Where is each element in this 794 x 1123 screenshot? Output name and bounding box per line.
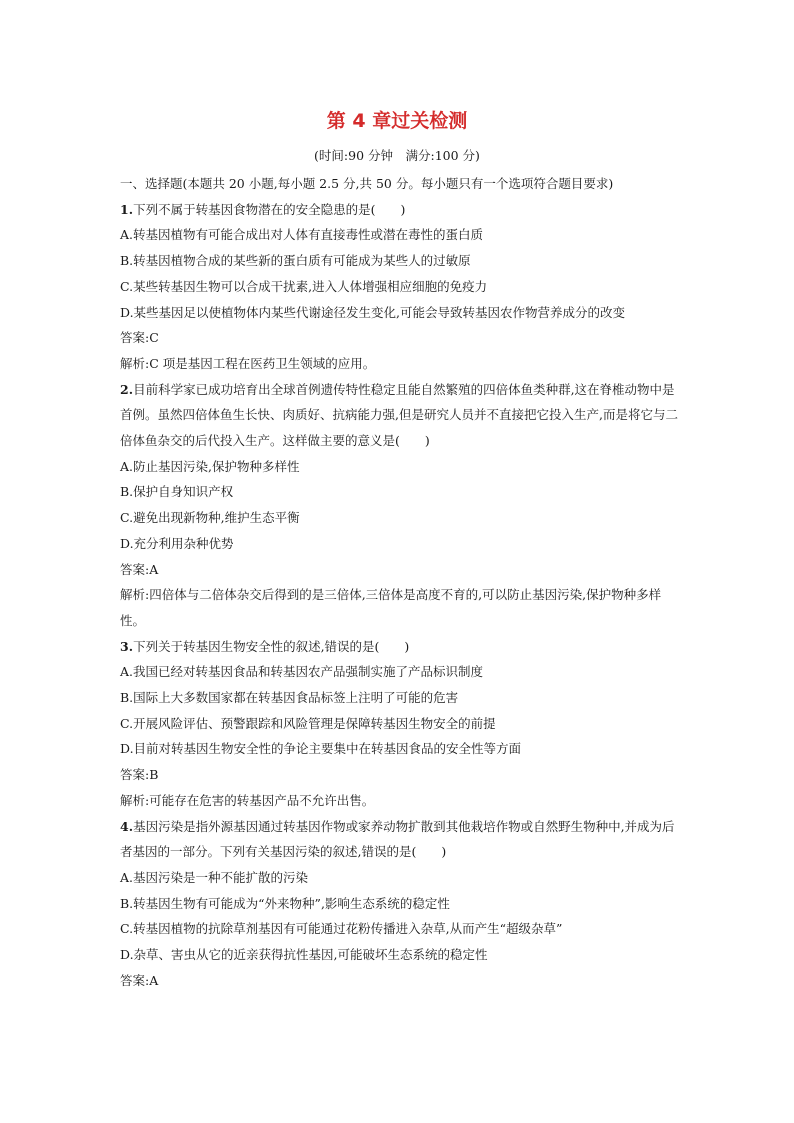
question-number: 1. bbox=[120, 201, 134, 217]
question-stem: 4.基因污染是指外源基因通过转基因作物或家养动物扩散到其他栽培作物或自然野生物种中,并成为后者基因的一部分。下列有关基因污染的叙述,错误的是( ) bbox=[120, 818, 675, 860]
question-stem: 2.目前科学家已成功培育出全球首例遗传特性稳定且能自然繁殖的四倍体鱼类种群,这在脊椎动物中是首例。虽然四倍体鱼生长快、肉质好、抗病能力强,但是研究人员并不直接把它投入生产,而是将它与二倍体鱼杂交的后代投入生产。这样做主要的意义是( ) bbox=[120, 381, 678, 449]
answer: 答案:A bbox=[120, 561, 159, 577]
answer: 答案:A bbox=[120, 972, 159, 988]
option: A.我国已经对转基因食品和转基因农产品强制实施了产品标识制度 bbox=[120, 664, 484, 680]
option: C.转基因植物的抗除草剂基因有可能通过花粉传播进入杂草,从而产生“超级杂草” bbox=[120, 921, 563, 937]
question-number: 2. bbox=[120, 381, 134, 397]
option: D.充分利用杂种优势 bbox=[120, 535, 234, 551]
option: B.转基因生物有可能成为“外来物种”,影响生态系统的稳定性 bbox=[120, 895, 450, 911]
option: D.某些基因足以使植物体内某些代谢途径发生变化,可能会导致转基因农作物营养成分的改变 bbox=[120, 304, 626, 320]
option: D.目前对转基因生物安全性的争论主要集中在转基因食品的安全性等方面 bbox=[120, 741, 522, 757]
question-number: 3. bbox=[120, 638, 134, 654]
question-body bbox=[120, 171, 680, 994]
option: B.国际上大多数国家都在转基因食品标签上注明了可能的危害 bbox=[120, 690, 459, 706]
analysis: 解析:可能存在危害的转基因产品不允许出售。 bbox=[120, 792, 375, 808]
section-heading: 一、选择题(本题共 20 小题,每小题 2.5 分,共 50 分。每小题只有一个选项符合题目要求) bbox=[120, 176, 614, 191]
answer: 答案:C bbox=[120, 330, 159, 346]
option: C.避免出现新物种,维护生态平衡 bbox=[120, 510, 300, 526]
analysis: 解析:四倍体与二倍体杂交后得到的是三倍体,三倍体是高度不育的,可以防止基因污染,保护物种多样性。 bbox=[120, 587, 662, 628]
option: A.基因污染是一种不能扩散的污染 bbox=[120, 869, 309, 885]
analysis: 解析:C 项是基因工程在医药卫生领域的应用。 bbox=[120, 355, 376, 371]
option: B.转基因植物合成的某些新的蛋白质有可能成为某些人的过敏原 bbox=[120, 253, 471, 269]
page-title: 第 4 章过关检测 bbox=[326, 110, 468, 132]
option: D.杂草、害虫从它的近亲获得抗性基因,可能破坏生态系统的稳定性 bbox=[120, 947, 488, 963]
question-number: 4. bbox=[120, 818, 134, 834]
option: A.转基因植物有可能合成出对人体有直接毒性或潜在毒性的蛋白质 bbox=[120, 227, 484, 243]
question-stem: 1.下列不属于转基因食物潜在的安全隐患的是( ) bbox=[120, 201, 406, 217]
answer: 答案:B bbox=[120, 767, 159, 783]
option: C.开展风险评估、预警跟踪和风险管理是保障转基因生物安全的前提 bbox=[120, 715, 496, 731]
option: C.某些转基因生物可以合成干扰素,进入人体增强相应细胞的免疫力 bbox=[120, 278, 488, 294]
question-stem: 3.下列关于转基因生物安全性的叙述,错误的是( ) bbox=[120, 638, 410, 654]
option: B.保护自身知识产权 bbox=[120, 484, 234, 500]
option: A.防止基因污染,保护物种多样性 bbox=[120, 458, 300, 474]
exam-meta: (时间:90 分钟 满分:100 分) bbox=[314, 148, 480, 163]
